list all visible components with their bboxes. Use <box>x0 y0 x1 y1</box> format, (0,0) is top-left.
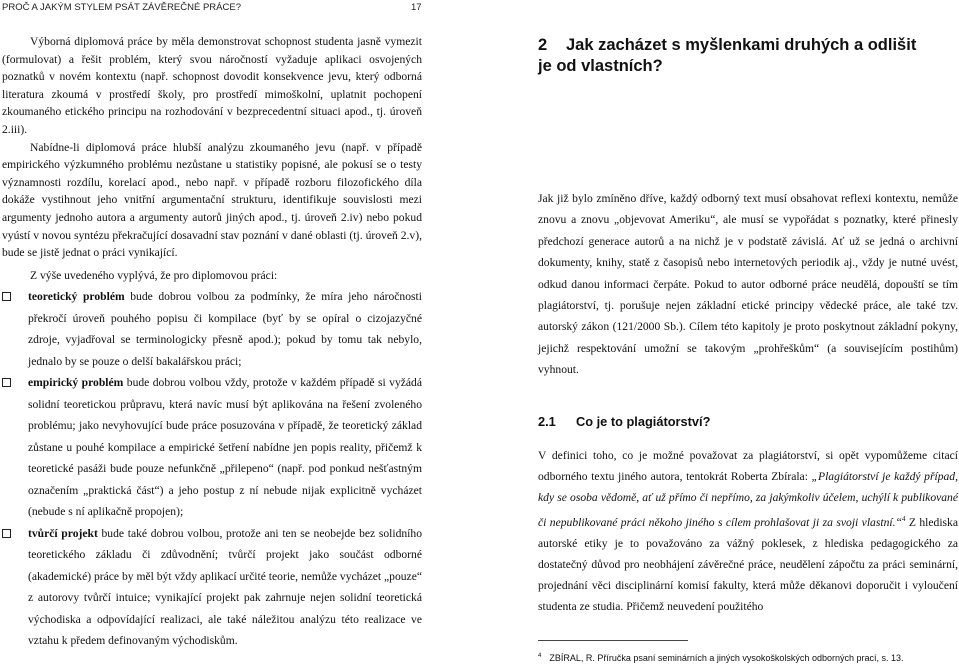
list-item-text: bude dobrou volbou vždy, protože v každém případě si vyžádá solidní teoretickou průpravu, která navíc musí být aplikována na řešení zvoleného problému; jako nevyhovující bude práce posuzována v případě, že teoretický základ zůstane u pouhé kompilace a empirické šetření nabídne jen popis reality, přičemž k teoretické pasáži bude pouze nefunkčně „přilepeno“ (např. pod ponkud nešťastným označením „praktická část“) a jeho postup z ní nebude nijak explicitně vycházet (nebude s ní aplikačně propojen); <box>28 376 422 519</box>
chapter-heading <box>538 35 928 77</box>
section-title: Co je to plagiátorství? <box>576 414 711 429</box>
paragraph-conclusion-intro: Z výše uvedeného vyplývá, že pro diplomovou práci: <box>30 268 278 282</box>
section-number: 2.1 <box>538 414 556 429</box>
chapter-title: Jak zacházet s myšlenkami druhých a odlišit je od vlastních? <box>538 36 917 75</box>
list-item-text: bude dobrou volbou za podmínky, že míra jeho náročnosti překročí úroveň pouhého popisu či kompilace (byť by se opíral o cizojazyčné zdroje, vyjadřoval se terminologicky přesně apod.); pokud by tomu tak nebylo, jednalo by se pouze o delší bakalářskou práci; <box>28 290 422 368</box>
list-item-term: tvůrčí projekt <box>28 526 98 540</box>
footnote-text: ZBÍRAL, R. Příručka psaní seminárních a jiných vysokoškolských odborných prací, s. 13. <box>549 653 904 663</box>
list-item-theoretical <box>2 286 422 372</box>
footnote-reference[interactable]: 4 <box>901 514 906 523</box>
footnote-divider <box>538 640 688 641</box>
left-column <box>2 33 422 652</box>
page-number: 17 <box>411 2 422 13</box>
footnote-number: 4 <box>538 653 542 659</box>
running-header-title: PROČ A JAKÝM STYLEM PSÁT ZÁVĚREČNÉ PRÁCE? <box>2 2 241 13</box>
problem-type-list <box>2 286 422 652</box>
checkbox-bullet-icon <box>2 292 11 301</box>
checkbox-bullet-icon <box>2 529 11 538</box>
list-item-empirical <box>2 372 422 523</box>
footnote <box>538 653 904 663</box>
paragraph-context-reflection: Jak již bylo zmíněno dříve, každý odborný text musí obsahovat reflexi kontextu, nemůže znovu a znovu „objevovat Ameriku“, ale musí se vypořádat s poznatky, které přinesly předchozí generace autorů a na nichž je v podstatě závislá. Ať už se jedná o archivní dokumenty, knihy, statě z časopisů nebo internetových periodik aj., vždy je nutné uvést, odkud danou informaci čerpáte. Pokud to autor odborné práce neudělá, dopouští se tím plagiátorství, tj. porušuje nejen základní etické principy vědecké práce, ale také tzv. autorský zákon (121/2000 Sb.). Cílem této kapitoly je proto poskytnout základní pokyny, jejichž respektování umožní se takovým „prohřeškům“ (a souvisejícím postihům) vyhnout. <box>538 192 958 377</box>
paragraph-deeper-analysis: Nabídne-li diplomová práce hlubší analýzu zkoumaného jevu (např. v případě empirického výzkumného problému nezůstane u statistiky popisné, ale pokusí se o testy významnosti rozdílu, korelací apod., nebo např. v případě rozboru filozofického díla dokáže vystihnout jeho vnitřní argumentační strukturu, identifikuje souvislosti mezi argumenty jednoho autora a argumenty autorů jiných apod., tj. úroveň 2.iv) nebo pokud vyústí v novou syntézu překračující dosavadní stav poznání v dané oblasti (tj. úroveň 2.v), bude se jistě jednat o práci vynikající. <box>2 140 422 260</box>
paragraph-plagiarism-definition <box>538 445 958 618</box>
list-item-text: bude také dobrou volbou, protože ani ten se neobejde bez solidního teoretického základu či zdůvodnění; tvůrčí projekt jako součást odborné (akademické) práce by měl být vždy aplikací určité teorie, nemůže vycházet „pouze“ z autorovy tvůrčí intuice; vynikající projekt pak zahrnuje nejen solidní teoretická východiska a odpovídající realizaci, ale také náležitou analýzu této realizace ve vztahu k předem definovaným východiskům. <box>28 526 422 648</box>
list-item-creative <box>2 523 422 652</box>
list-item-term: empirický problém <box>28 376 124 390</box>
definition-intro: V definici toho, co je možné považovat za plagiátorství, si opět vypomůžeme citací odborného textu jiného autora, tentokrát Roberta Zbírala: <box>538 449 958 484</box>
paragraph-excellent-thesis: Výborná diplomová práce by měla demonstrovat schopnost studenta jasně vymezit (formulovat) a řešit problém, který svou náročností vyžaduje aplikaci osvojených poznatků v novém kontextu (např. schopnost dovodit konsekvence jevu, který odborná literatura zkoumá v prostředí školy, pro prostředí mimoškolní, uplatnit pochopení zkoumaného etického principu na rozhodování v bezprecedentní situaci apod., tj. úroveň 2.iii). <box>2 35 422 136</box>
list-item-term: teoretický problém <box>28 290 125 304</box>
checkbox-bullet-icon <box>2 378 11 387</box>
definition-quote: „Plagiátorství je každý případ, kdy se osoba vědomě, ať už přímo či nepřímo, za jakýmkoliv účelem, uchýlí k publikované či nepublikované práci někoho jiného s cílem prohlašovat ji za svoji vlastní.“ <box>538 470 958 529</box>
section-heading <box>538 414 710 429</box>
chapter-number: 2 <box>538 36 548 54</box>
definition-consequences: Z hlediska autorské etiky je to považováno za vážný poklesek, z hlediska pedagogického za dostatečný důvod pro neobhájení závěrečné práce, neudělení zápočtu za práci seminární, projednání věci disciplinární komisí fakulty, která může děkanovi doporučit i vyloučení studenta ze studia. Přičemž neuvedení použitého <box>538 515 958 614</box>
